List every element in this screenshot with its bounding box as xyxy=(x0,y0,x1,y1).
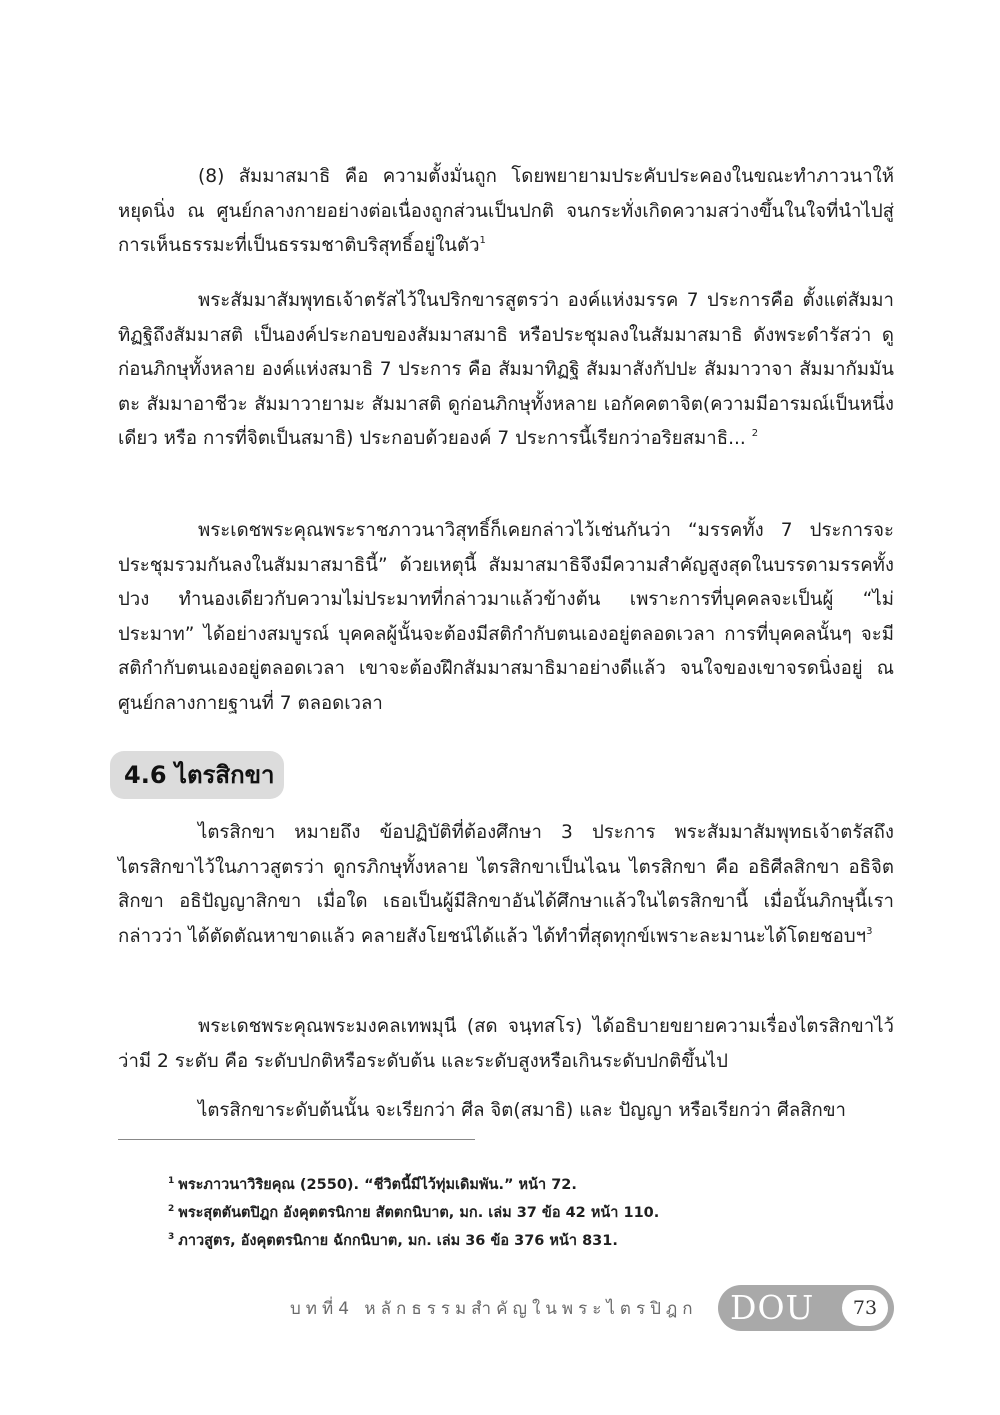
page-badge xyxy=(718,1285,894,1331)
paragraph-magga-summary xyxy=(118,514,894,721)
footnote-ref: 1 xyxy=(479,235,486,246)
footnote-item xyxy=(168,1171,888,1199)
paragraph-text: (8) สัมมาสมาธิ คือ ความตั้งมั่นถูก โดยพยายามประคับประคองในขณะทำภาวนาให้หยุดนิ่ง ณ ศูนย์กลางกายอย่างต่อเนื่องถูกส่วนเป็นปกติ จนกระทั่งเกิดความสว่างขึ้นในใจที่นำไปสู่การเห็นธรรมะที่เป็นธรรมชาติบริสุทธิ์อยู่ในตัว xyxy=(118,166,894,256)
footnote-list xyxy=(168,1171,888,1255)
footnote-ref: 3 xyxy=(866,925,873,937)
footnote-divider xyxy=(118,1139,475,1140)
footnote-item xyxy=(168,1227,888,1255)
page-number: 73 xyxy=(842,1290,888,1326)
footnote-text: ภาวสูตร, อังคุตตรนิกาย ฉักกนิบาต, มก. เล่ม 36 ข้อ 376 หน้า 831. xyxy=(178,1233,618,1249)
paragraph-trisikkha-definition xyxy=(118,816,894,954)
paragraph-samma-samadhi xyxy=(118,160,894,264)
footnote-number: 3 xyxy=(168,1232,175,1242)
paragraph-text: พระสัมมาสัมพุทธเจ้าตรัสไว้ในปริกขารสูตรว่า องค์แห่งมรรค 7 ประการคือ ตั้งแต่สัมมาทิฏฐิถึงสัมมาสติ เป็นองค์ประกอบของสัมมาสมาธิ หรือประชุมลงในสัมมาสมาธิ ดังพระดำรัสว่า ดูก่อนภิกษุทั้งหลาย องค์แห่งสมาธิ 7 ประการ คือ สัมมาทิฏฐิ สัมมาสังกัปปะ สัมมาวาจา สัมมากัมมันตะ สัมมาอาชีวะ สัมมาวายามะ สัมมาสติ ดูก่อนภิกษุทั้งหลาย เอกัคคตาจิต(ความมีอารมณ์เป็นหนึ่งเดียว หรือ การที่จิตเป็นสมาธิ) ประกอบด้วยองค์ 7 ประการนี้เรียกว่าอริยสมาธิ... xyxy=(118,290,894,449)
footnote-text: พระสุตตันตปิฎก อังคุตตรนิกาย สัตตกนิบาต, มก. เล่ม 37 ข้อ 42 หน้า 110. xyxy=(178,1205,660,1221)
section-heading: 4.6 ไตรสิกขา xyxy=(110,751,284,799)
footnote-text: พระภาวนาวิริยคุณ (2550). “ชีวิตนี้มีไว้ทุ่มเดิมพัน.” หน้า 72. xyxy=(178,1177,577,1193)
paragraph-trisikkha-basic xyxy=(118,1094,894,1129)
paragraph-parikkhara-sutta xyxy=(118,284,894,457)
footnote-item xyxy=(168,1199,888,1227)
paragraph-text: พระเดชพระคุณพระมงคลเทพมุนี (สด จนฺทสโร) ได้อธิบายขยายความเรื่องไตรสิกขาไว้ว่ามี 2 ระดับ คือ ระดับปกติหรือระดับต้น และระดับสูงหรือเกินระดับปกติขึ้นไป xyxy=(118,1016,894,1072)
footnote-number: 1 xyxy=(168,1176,175,1186)
paragraph-text: พระเดชพระคุณพระราชภาวนาวิสุทธิ์ก็เคยกล่าวไว้เช่นกันว่า “มรรคทั้ง 7 ประการจะประชุมรวมกันลงในสัมมาสมาธินี้” ด้วยเหตุนี้ สัมมาสมาธิจึงมีความสำคัญสูงสุดในบรรดามรรคทั้งปวง ทำนองเดียวกับความไม่ประมาทที่กล่าวมาแล้วข้างต้น เพราะการที่บุคคลจะเป็นผู้ “ไม่ประมาท” ได้อย่างสมบูรณ์ บุคคลผู้นั้นจะต้องมีสติกำกับตนเองอยู่ตลอดเวลา การที่บุคคลนั้นๆ จะมีสติกำกับตนเองอยู่ตลอดเวลา เขาจะต้องฝึกสัมมาสมาธิมาอย่างดีแล้ว จนใจของเขาจรดนิ่งอยู่ ณ ศูนย์กลางกายฐานที่ 7 ตลอดเวลา xyxy=(118,520,894,714)
footnote-ref: 2 xyxy=(751,428,759,439)
paragraph-text: ไตรสิกขา หมายถึง ข้อปฏิบัติที่ต้องศึกษา 3 ประการ พระสัมมาสัมพุทธเจ้าตรัสถึงไตรสิกขาไว้ในภาวสูตรว่า ดูกรภิกษุทั้งหลาย ไตรสิกขาเป็นไฉน ไตรสิกขา คือ อธิศีลสิกขา อธิจิตสิกขา อธิปัญญาสิกขา เมื่อใด เธอเป็นผู้มีสิกขาอันได้ศึกษาแล้วในไตรสิกขานี้ เมื่อนั้นภิกษุนี้เรากล่าวว่า ได้ตัดตัณหาขาดแล้ว คลายสังโยชน์ได้แล้ว ได้ทำที่สุดทุกข์เพราะละมานะได้โดยชอบฯ xyxy=(118,822,894,947)
footnote-number: 2 xyxy=(168,1204,175,1214)
paragraph-text: ไตรสิกขาระดับต้นนั้น จะเรียกว่า ศีล จิต(สมาธิ) และ ปัญญา หรือเรียกว่า ศีลสิกขา xyxy=(198,1100,846,1121)
running-footer-chapter: บทที่4 หลักธรรมสำคัญในพระไตรปิฎก xyxy=(290,1299,698,1319)
dou-logo: DOU xyxy=(730,1288,815,1327)
paragraph-trisikkha-levels xyxy=(118,1010,894,1079)
